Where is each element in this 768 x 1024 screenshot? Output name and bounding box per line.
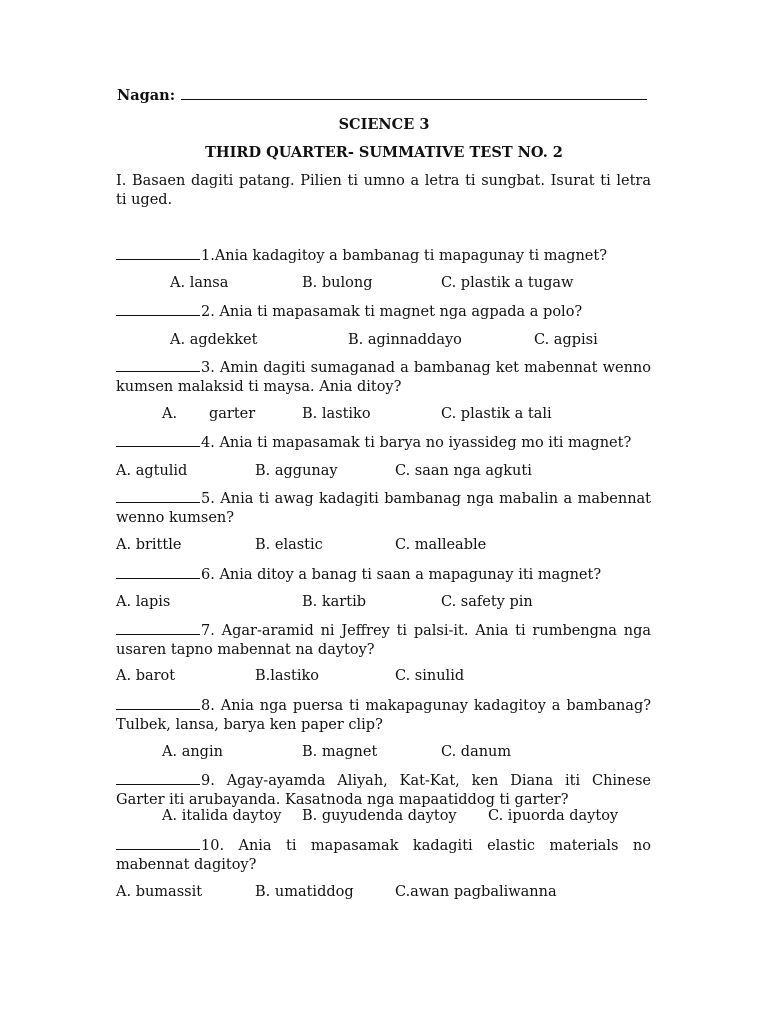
- option-a: A. agtulid: [116, 463, 188, 479]
- question-2: [116, 303, 651, 322]
- question-text: 4. Ania ti mapasamak ti barya no iyassideg mo iti magnet?: [201, 435, 632, 451]
- option-c: C. sinulid: [395, 668, 465, 684]
- answer-blank[interactable]: [116, 370, 200, 372]
- question-text: 7. Agar-aramid ni Jeffrey ti palsi-it. Ania ti rumbengna nga usaren tapno mabennat na daytoy?: [116, 623, 651, 658]
- option-c: C. saan nga agkuti: [395, 463, 532, 479]
- question-text: 5. Ania ti awag kadagiti bambanag nga mabalin a mabennat wenno kumsen?: [116, 491, 651, 526]
- question-8: [116, 697, 651, 735]
- name-label: Nagan:: [117, 87, 176, 104]
- question-text: 8. Ania nga puersa ti makapagunay kadagitoy a bambanag? Tulbek, lansa, barya ken paper clip?: [116, 698, 651, 733]
- question-5: [116, 490, 651, 528]
- option-c: C. plastik a tali: [441, 406, 552, 422]
- option-c: C. plastik a tugaw: [441, 275, 574, 291]
- option-b: B. lastiko: [302, 406, 371, 422]
- question-4: [116, 434, 651, 453]
- answer-blank[interactable]: [116, 314, 200, 316]
- option-c: C. ipuorda daytoy: [488, 808, 619, 824]
- question-text: 10. Ania ti mapasamak kadagiti elastic materials no mabennat dagitoy?: [116, 838, 651, 873]
- answer-blank[interactable]: [116, 258, 200, 260]
- option-c: C. agpisi: [534, 332, 598, 348]
- question-text: 2. Ania ti mapasamak ti magnet nga agpada a polo?: [201, 304, 583, 320]
- option-a: A. angin: [162, 744, 223, 760]
- question-text: 3. Amin dagiti sumaganad a bambanag ket mabennat wenno kumsen malaksid ti maysa. Ania ditoy?: [116, 360, 651, 395]
- instructions: I. Basaen dagiti patang. Pilien ti umno a letra ti sungbat. Isurat ti letra ti uged.: [116, 173, 651, 208]
- test-title: THIRD QUARTER- SUMMATIVE TEST NO. 2: [205, 144, 563, 161]
- option-b: B. bulong: [302, 275, 373, 291]
- option-b: B. guyudenda daytoy: [302, 808, 457, 824]
- subject-title: SCIENCE 3: [338, 116, 430, 133]
- answer-blank[interactable]: [116, 577, 200, 579]
- option-a: A. barot: [116, 668, 176, 684]
- option-c: C. danum: [441, 744, 512, 760]
- question-3: [116, 359, 651, 397]
- name-blank-line[interactable]: [181, 98, 647, 100]
- option-b: B. aggunay: [255, 463, 338, 479]
- question-text: 1.Ania kadagitoy a bambanag ti mapagunay ti magnet?: [201, 248, 607, 264]
- option-b: B. kartib: [302, 594, 366, 610]
- option-a: A. lapis: [116, 594, 171, 610]
- option-b: B.lastiko: [255, 668, 319, 684]
- option-c: C. safety pin: [441, 594, 533, 610]
- option-b: B. elastic: [255, 537, 323, 553]
- answer-blank[interactable]: [116, 783, 200, 785]
- answer-blank[interactable]: [116, 633, 200, 635]
- option-c: C.awan pagbaliwanna: [395, 884, 557, 900]
- question-10: [116, 837, 651, 875]
- name-field[interactable]: [117, 87, 647, 104]
- option-a: A. brittle: [116, 537, 182, 553]
- option-a: A. italida daytoy: [162, 808, 282, 824]
- answer-blank[interactable]: [116, 708, 200, 710]
- option-a: A.: [162, 406, 178, 422]
- option-a: A. bumassit: [116, 884, 203, 900]
- option-b: B. magnet: [302, 744, 378, 760]
- question-9: [116, 772, 651, 810]
- question-7: [116, 622, 651, 660]
- option-c: C. malleable: [395, 537, 487, 553]
- option-a: A. agdekket: [170, 332, 258, 348]
- question-1: [116, 247, 651, 266]
- option-a: A. lansa: [170, 275, 229, 291]
- answer-blank[interactable]: [116, 501, 200, 503]
- question-6: [116, 566, 651, 585]
- question-text: 6. Ania ditoy a banag ti saan a mapagunay iti magnet?: [201, 567, 602, 583]
- answer-blank[interactable]: [116, 848, 200, 850]
- option-a-text: garter: [209, 406, 256, 422]
- answer-blank[interactable]: [116, 445, 200, 447]
- question-text: 9. Agay-ayamda Aliyah, Kat-Kat, ken Diana iti Chinese Garter iti arubayanda. Kasatnoda nga mapaatiddog ti garter?: [116, 773, 651, 808]
- option-b: B. umatiddog: [255, 884, 354, 900]
- option-b: B. aginnaddayo: [348, 332, 462, 348]
